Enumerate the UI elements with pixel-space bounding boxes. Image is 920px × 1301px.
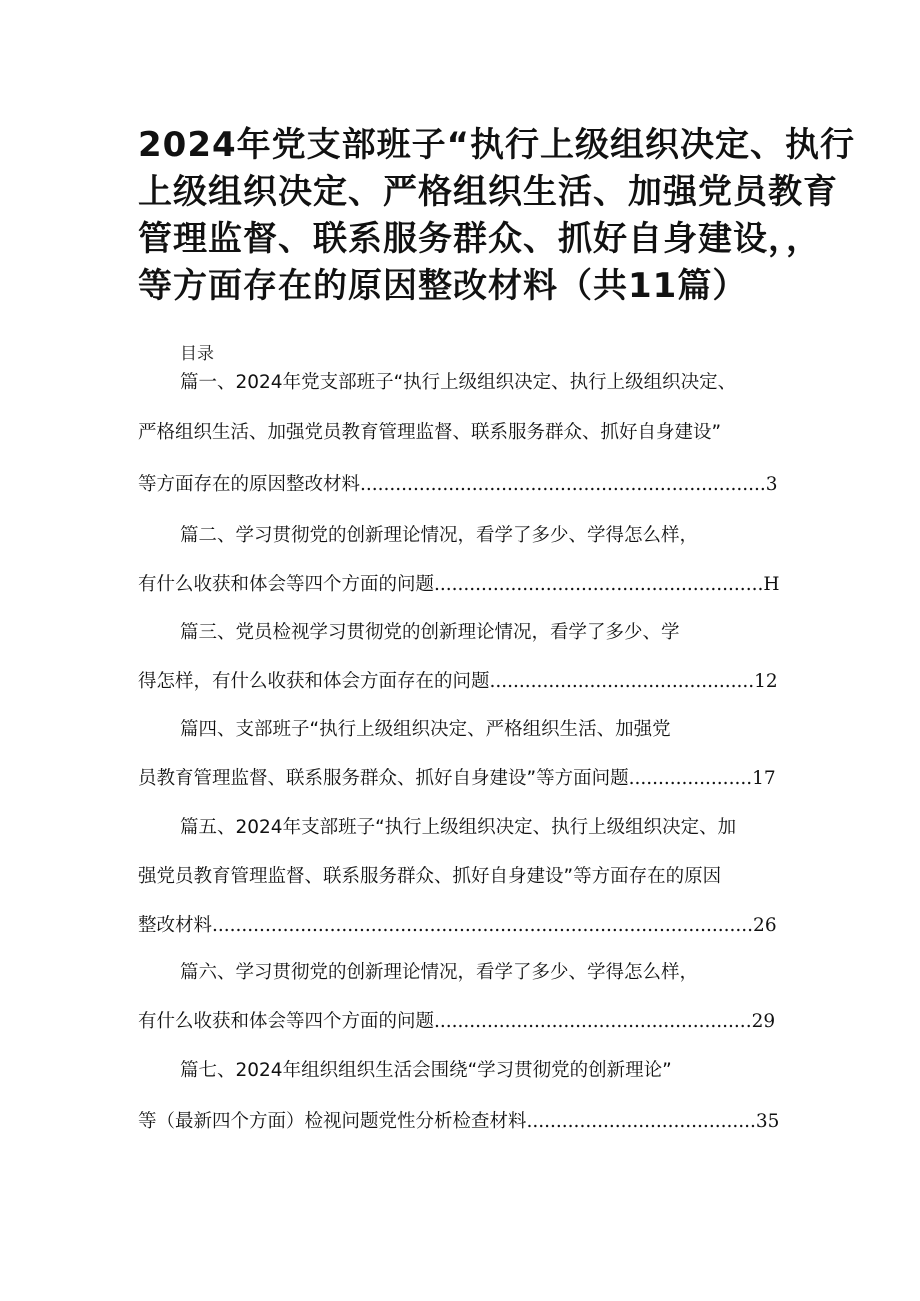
toc-heading: 目录: [180, 344, 214, 364]
toc-leader-dots: ......................................................: [434, 1011, 752, 1032]
toc-entry-text: 有什么收获和体会等四个方面的问题: [138, 574, 435, 595]
toc-entry-text: 篇一、2024年党支部班子“执行上级组织决定、执行上级组织决定、: [180, 372, 737, 393]
toc-entry-text: 有什么收获和体会等四个方面的问题: [138, 1011, 435, 1032]
title-line: 2024年党支部班子“执行上级组织决定、执行: [138, 125, 855, 165]
toc-entry-line[interactable]: [138, 570, 779, 600]
title-line: 上级组织决定、严格组织生活、加强党员教育: [138, 172, 838, 212]
toc-entry-text: 篇二、学习贯彻党的创新理论情况，看学了多少、学得怎么样，: [180, 525, 699, 546]
title-line: 等方面存在的原因整改材料（共11篇）: [138, 266, 748, 306]
toc-entry-text: 篇五、2024年支部班子“执行上级组织决定、执行上级组织决定、加: [180, 817, 737, 838]
toc-entry-text: 整改材料: [138, 915, 213, 936]
toc-page-number: 26: [753, 915, 777, 936]
toc-entry-title[interactable]: [180, 368, 736, 398]
toc-entry-line[interactable]: [138, 470, 778, 500]
toc-entry-line[interactable]: [138, 764, 776, 794]
toc-page-number: 29: [751, 1011, 776, 1032]
toc-page-number: 3: [765, 474, 778, 495]
toc-entry-line[interactable]: [138, 418, 721, 448]
toc-entry-title[interactable]: [180, 1056, 672, 1086]
toc-entry-line[interactable]: [138, 667, 778, 697]
toc-page-number: 12: [754, 671, 778, 692]
toc-entry-title[interactable]: [180, 813, 736, 843]
toc-entry-text: 篇三、党员检视学习贯彻党的创新理论情况，看学了多少、学: [180, 622, 680, 643]
toc-page-number: 35: [755, 1111, 780, 1132]
toc-entry-text: 严格组织生活、加强党员教育管理监督、联系服务群众、抓好自身建设”: [138, 422, 722, 443]
toc-entry-text: 篇七、2024年组织组织生活会围绕“学习贯彻党的创新理论”: [180, 1060, 672, 1081]
toc-entry-title[interactable]: [180, 521, 698, 551]
toc-page-number: H: [763, 574, 780, 595]
toc-entry-line[interactable]: [138, 1007, 775, 1037]
toc-entry-line[interactable]: [138, 1107, 779, 1137]
toc-leader-dots: .............................................: [489, 671, 755, 692]
toc-entry-text: 篇六、学习贯彻党的创新理论情况，看学了多少、学得怎么样，: [180, 962, 699, 983]
toc-entry-text: 强党员教育管理监督、联系服务群众、抓好自身建设”等方面存在的原因: [138, 866, 722, 887]
toc-leader-dots: .....................................................................: [360, 474, 766, 495]
toc-leader-dots: ........................................................: [434, 574, 764, 595]
title-line: 管理监督、联系服务群众、抓好自身建设，，: [138, 219, 821, 259]
toc-entry-line[interactable]: [138, 862, 721, 892]
toc-leader-dots: ............................................................................................: [212, 915, 754, 936]
toc-entry-text: 等方面存在的原因整改材料: [138, 474, 361, 495]
toc-entry-title[interactable]: [180, 618, 680, 648]
toc-leader-dots: .....................: [628, 768, 753, 789]
toc-entry-title[interactable]: [180, 958, 698, 988]
toc-entry-text: 员教育管理监督、联系服务群众、抓好自身建设”等方面问题: [138, 768, 629, 789]
toc-entry-line[interactable]: [138, 911, 777, 941]
toc-entry-text: 得怎样，有什么收获和体会方面存在的问题: [138, 671, 490, 692]
document-title: [138, 122, 855, 310]
toc-page-number: 17: [752, 768, 776, 789]
toc-entry-title[interactable]: [180, 715, 671, 745]
toc-leader-dots: .......................................: [526, 1111, 756, 1132]
toc-entry-text: 等（最新四个方面）检视问题党性分析检查材料: [138, 1111, 527, 1132]
toc-entry-text: 篇四、支部班子“执行上级组织决定、严格组织生活、加强党: [180, 719, 671, 740]
